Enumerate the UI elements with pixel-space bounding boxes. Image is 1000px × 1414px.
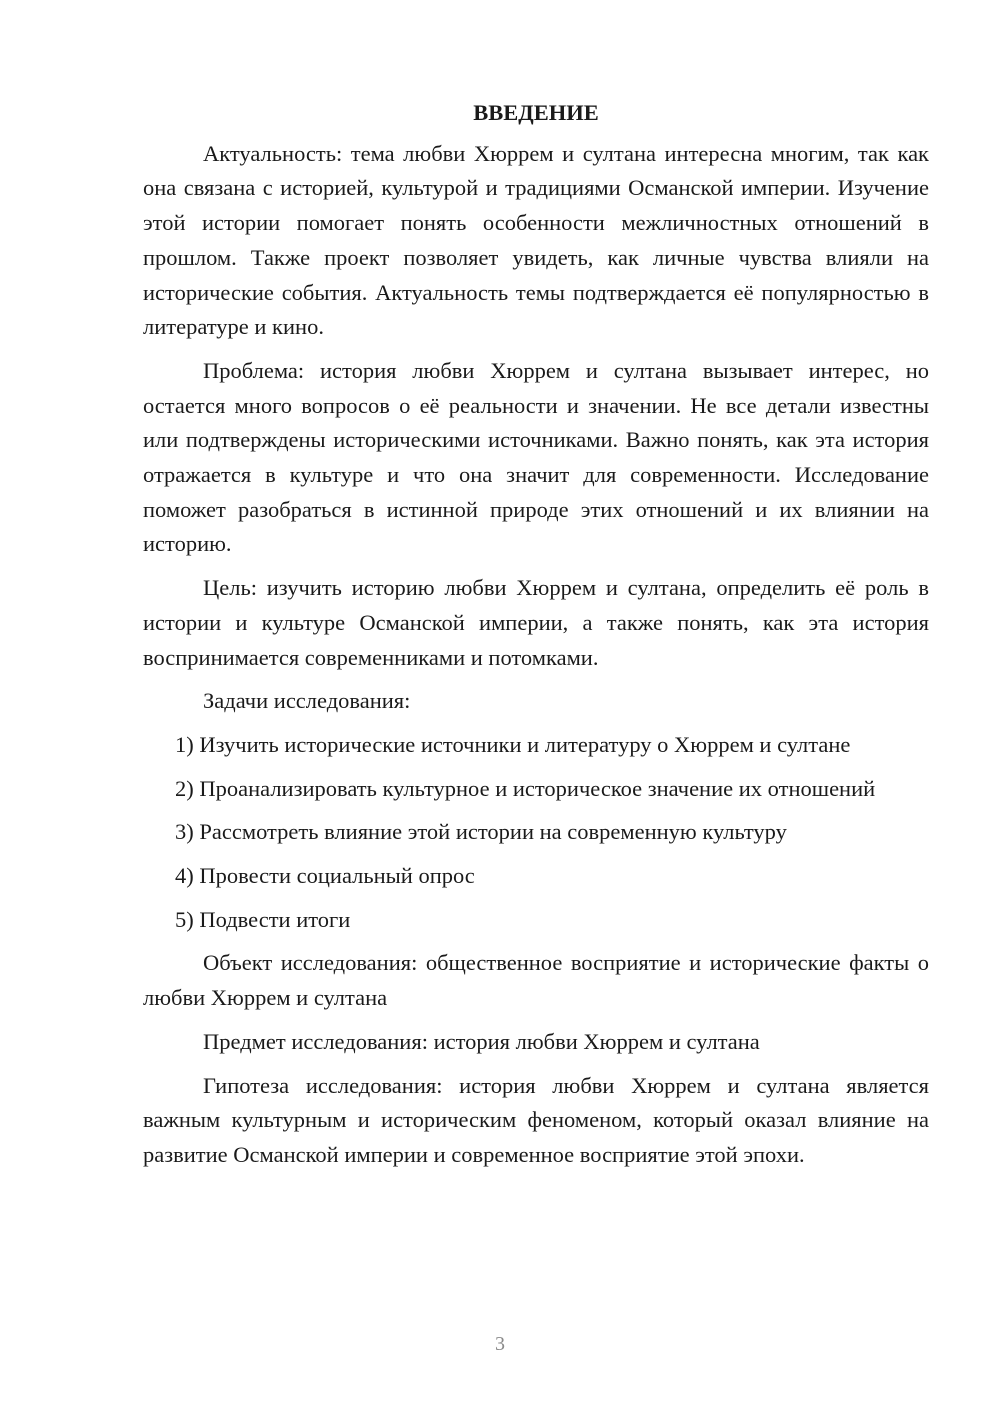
task-item-1: 1) Изучить исторические источники и литературу о Хюррем и султане bbox=[175, 731, 851, 757]
paragraph-hypothesis: Гипотеза исследования: история любви Хюррем и султана является важным культурным и историческим феноменом, который оказал влияние на развитие Османской империи и современное восприятие этой эпохи. bbox=[143, 1072, 929, 1167]
task-item-4: 4) Провести социальный опрос bbox=[175, 863, 475, 889]
section-heading: ВВЕДЕНИЕ bbox=[473, 100, 599, 125]
task-item-3: 3) Рассмотреть влияние этой истории на современную культуру bbox=[175, 819, 787, 845]
paragraph-goal: Цель: изучить историю любви Хюррем и султана, определить её роль в истории и культуре Османской империи, а также понять, как эта история воспринимается современниками и потомками. bbox=[143, 575, 929, 670]
task-item-5: 5) Подвести итоги bbox=[175, 906, 351, 932]
tasks-heading: Задачи исследования: bbox=[203, 688, 411, 714]
paragraph-subject: Предмет исследования: история любви Хюррем и султана bbox=[203, 1028, 760, 1054]
paragraph-relevance: Актуальность: тема любви Хюррем и султана интересна многим, так как она связана с историей, культурой и традициями Османской империи. Изучение этой истории помогает понять особенности межличностных отношений в прошлом. Также проект позволяет увидеть, как личные чувства влияли на исторические события. Актуальность темы подтверждается её популярностью в литературе и кино. bbox=[143, 140, 929, 340]
task-item-2: 2) Проанализировать культурное и историческое значение их отношений bbox=[175, 775, 876, 801]
paragraph-problem: Проблема: история любви Хюррем и султана вызывает интерес, но остается много вопросов о её реальности и значении. Не все детали известны или подтверждены историческими источниками. Важно понять, как эта история отражается в культуре и что она значит для современности. Исследование поможет разобраться в истинной природе этих отношений и их влиянии на историю. bbox=[143, 357, 929, 557]
document-page bbox=[143, 96, 929, 1182]
page-number: 3 bbox=[495, 1333, 505, 1355]
paragraph-object: Объект исследования: общественное восприятие и исторические факты о любви Хюррем и султана bbox=[143, 950, 929, 1011]
